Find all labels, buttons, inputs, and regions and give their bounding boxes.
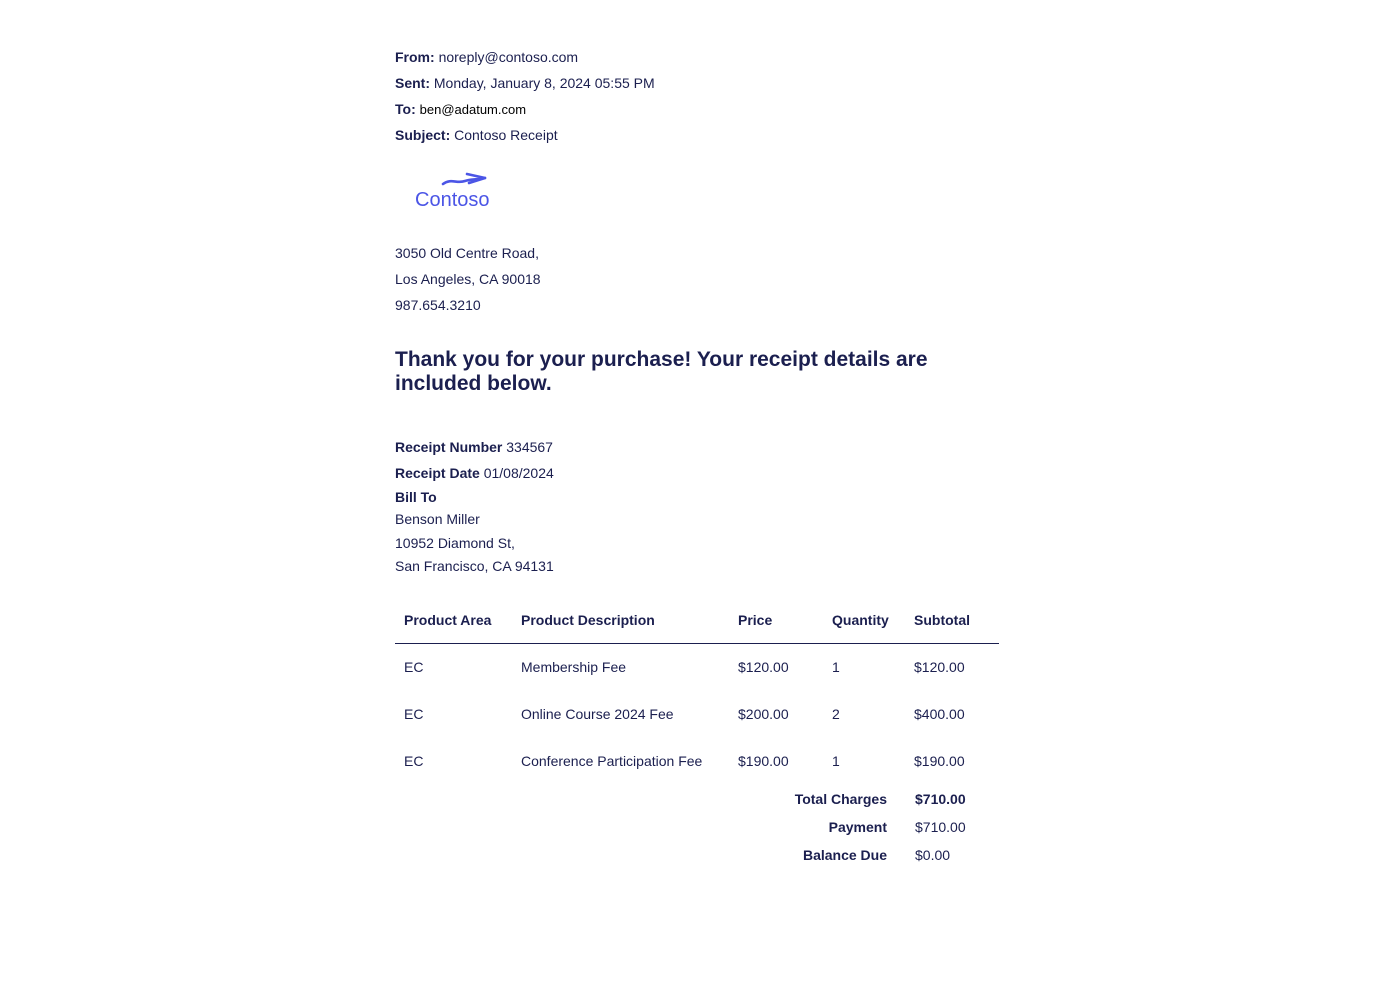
from-value: noreply@contoso.com [438, 49, 579, 65]
header-product-area: Product Area [395, 597, 512, 644]
email-subject [395, 122, 999, 148]
receipt-date-value: 01/08/2024 [483, 465, 554, 481]
cell-area: EC [404, 706, 424, 722]
header-price: Price [729, 597, 823, 644]
email-to [395, 96, 999, 122]
cell-price: $190.00 [738, 753, 789, 769]
cell-quantity: 1 [832, 659, 840, 675]
bill-to-name: Benson Miller [395, 511, 480, 527]
header-quantity: Quantity [823, 597, 905, 644]
contoso-logo-icon [415, 168, 525, 218]
table-row [395, 738, 999, 785]
cell-subtotal: $120.00 [914, 659, 965, 675]
bill-to-street: 10952 Diamond St, [395, 534, 515, 551]
header-subtotal: Subtotal [905, 597, 999, 644]
total-charges-row [395, 785, 999, 813]
bill-to-label: Bill To [395, 489, 437, 505]
items-table [395, 597, 999, 785]
cell-description: Membership Fee [521, 659, 627, 675]
cell-area: EC [404, 659, 424, 675]
table-header-row [395, 597, 999, 644]
subject-label: Subject: [395, 127, 451, 143]
cell-subtotal: $190.00 [914, 753, 965, 769]
receipt-email [395, 44, 999, 869]
receipt-number-label: Receipt Number [395, 439, 503, 455]
receipt-number [395, 434, 999, 460]
balance-due-label: Balance Due [802, 846, 887, 863]
cell-area: EC [404, 753, 424, 769]
to-label: To: [395, 101, 416, 117]
company-phone: 987.654.3210 [395, 297, 481, 313]
logo-text: Contoso [415, 189, 490, 211]
table-row [395, 643, 999, 691]
email-from [395, 44, 999, 70]
cell-description: Conference Participation Fee [521, 753, 703, 769]
total-charges-label: Total Charges [794, 790, 887, 807]
cell-quantity: 2 [832, 706, 840, 722]
balance-due-row [395, 841, 999, 869]
address-line1: 3050 Old Centre Road, [395, 245, 539, 261]
payment-value: $710.00 [915, 818, 966, 835]
sent-value: Monday, January 8, 2024 05:55 PM [433, 75, 655, 91]
address-line2: Los Angeles, CA 90018 [395, 271, 541, 287]
from-label: From: [395, 49, 435, 65]
payment-row [395, 813, 999, 841]
receipt-date [395, 460, 999, 486]
header-product-description: Product Description [512, 597, 729, 644]
cell-price: $200.00 [738, 706, 789, 722]
receipt-meta [395, 434, 999, 579]
sent-label: Sent: [395, 75, 430, 91]
total-charges-value: $710.00 [915, 790, 966, 807]
company-address [395, 240, 999, 318]
contoso-logo [415, 168, 525, 228]
table-row [395, 691, 999, 738]
email-sent [395, 70, 999, 96]
cell-price: $120.00 [738, 659, 789, 675]
bill-to-city: San Francisco, CA 94131 [395, 558, 554, 574]
cell-subtotal: $400.00 [914, 706, 965, 722]
receipt-date-label: Receipt Date [395, 465, 480, 481]
cell-quantity: 1 [832, 753, 840, 769]
to-value: ben@adatum.com [419, 102, 527, 117]
cell-description: Online Course 2024 Fee [521, 706, 674, 722]
receipt-number-value: 334567 [506, 439, 553, 455]
payment-label: Payment [828, 818, 887, 835]
thanks-heading: Thank you for your purchase! Your receipt details are included below. [395, 348, 928, 395]
balance-due-value: $0.00 [915, 846, 951, 863]
subject-value: Contoso Receipt [454, 127, 558, 143]
totals-table [395, 785, 999, 869]
